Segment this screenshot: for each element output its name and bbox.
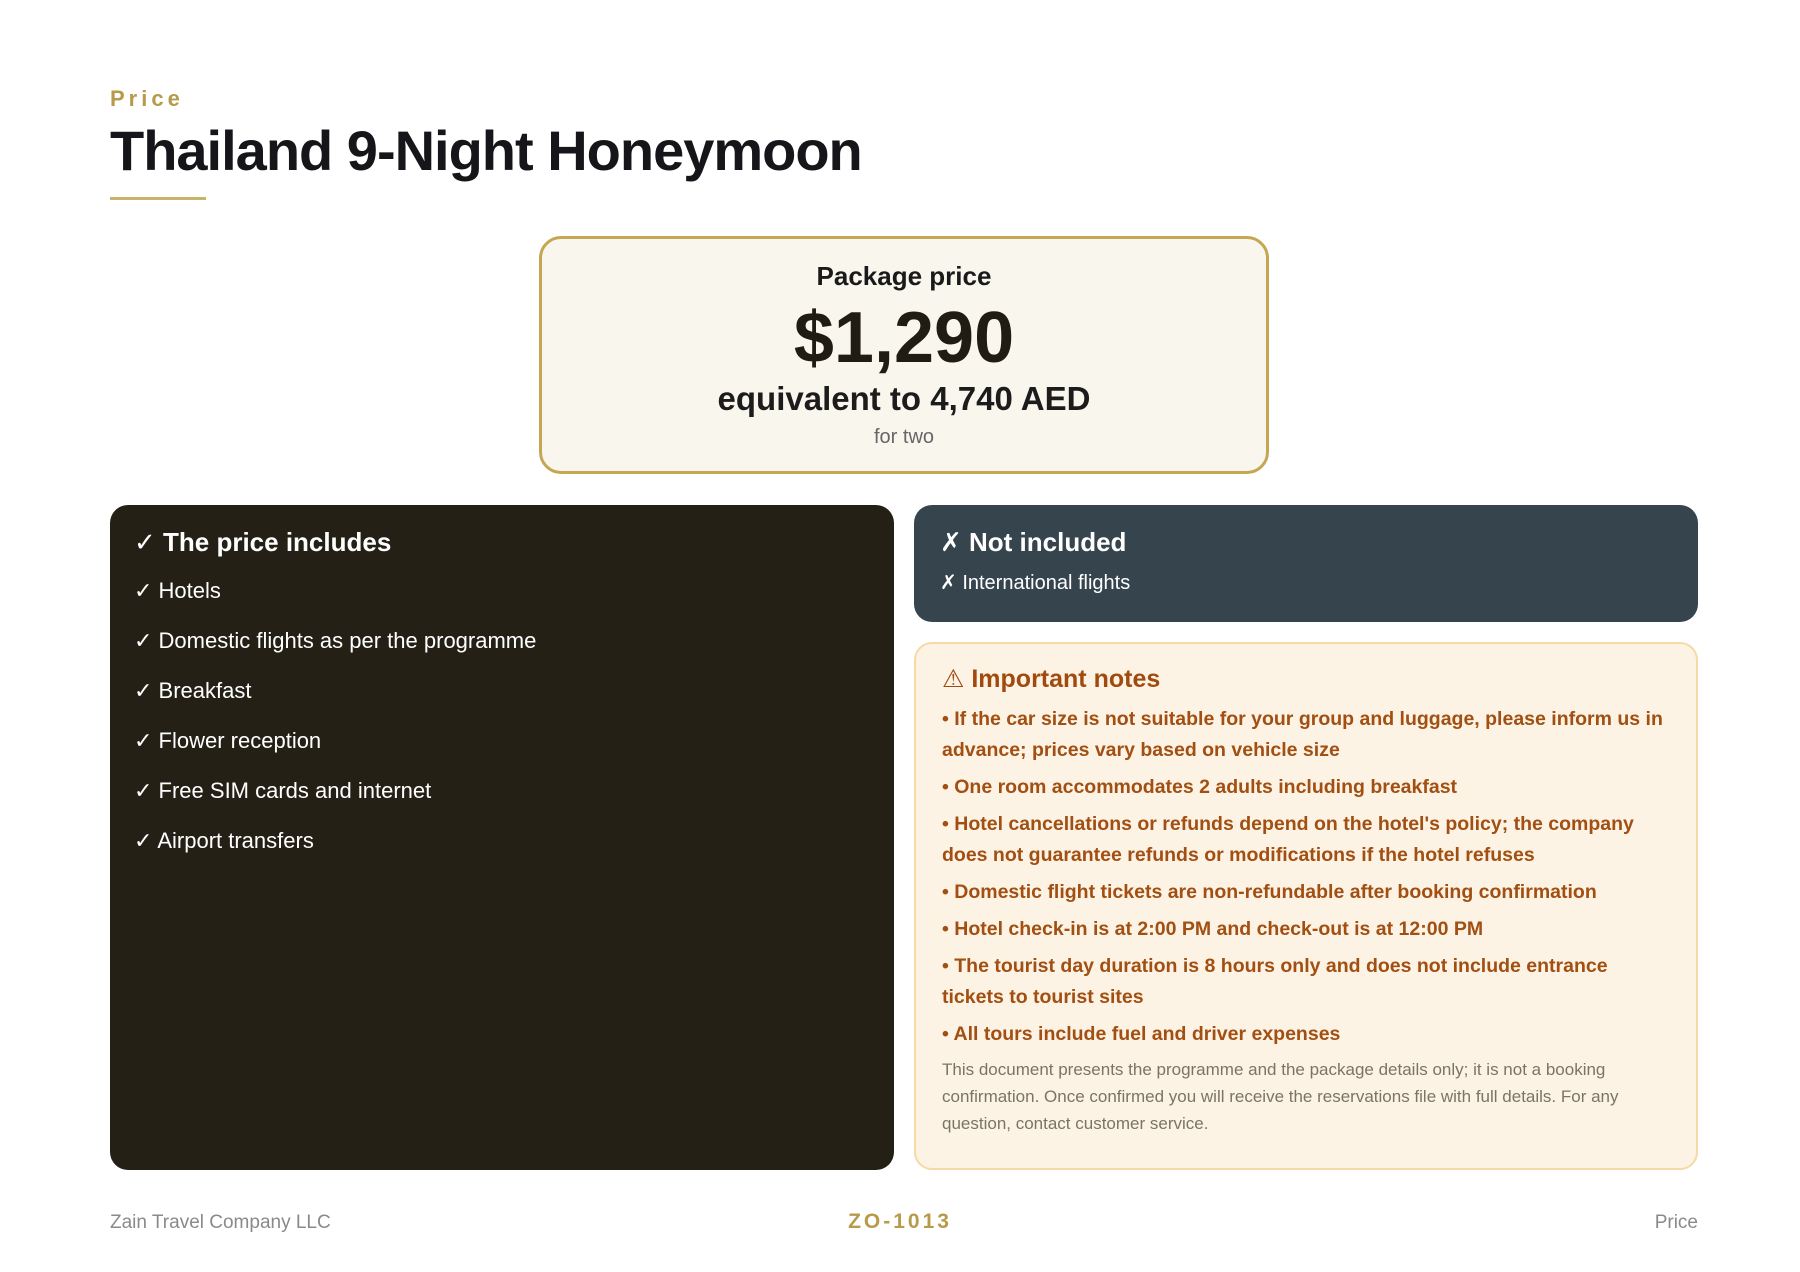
footer-reference-code: ZO-1013 bbox=[848, 1210, 952, 1233]
package-price-card bbox=[539, 236, 1269, 474]
notes-list bbox=[942, 704, 1670, 1050]
page-title: Thailand 9-Night Honeymoon bbox=[110, 119, 862, 182]
includes-item: ✓ Flower reception bbox=[134, 728, 322, 753]
note-item: • The tourist day duration is 8 hours only and does not include entrance tickets to tourist sites bbox=[942, 955, 1608, 1008]
includes-heading: ✓ The price includes bbox=[134, 527, 392, 557]
includes-item: ✓ Domestic flights as per the programme bbox=[134, 628, 537, 653]
important-notes-card bbox=[914, 642, 1698, 1170]
includes-item: ✓ Hotels bbox=[134, 578, 221, 603]
price-note: for two bbox=[873, 426, 935, 448]
price-amount: $1,290 bbox=[793, 298, 1015, 378]
price-equivalent: equivalent to 4,740 AED bbox=[717, 380, 1091, 417]
price-includes-card bbox=[110, 505, 894, 1170]
includes-item: ✓ Breakfast bbox=[134, 678, 252, 703]
includes-item: ✓ Free SIM cards and internet bbox=[134, 778, 432, 803]
footer-section: Price bbox=[1654, 1212, 1698, 1233]
price-label: Package price bbox=[816, 261, 992, 291]
note-item: • All tours include fuel and driver expenses bbox=[942, 1023, 1341, 1045]
note-item: • Hotel check-in is at 2:00 PM and check-out is at 12:00 PM bbox=[942, 918, 1484, 940]
section-eyebrow: Price bbox=[110, 86, 184, 111]
disclaimer-text: This document presents the programme and the package details only; it is not a booking confirmation. Once confirmed you will receive the reservations file with full details. For any question, contact customer service. bbox=[942, 1060, 1619, 1133]
footer-company: Zain Travel Company LLC bbox=[110, 1212, 331, 1233]
includes-list bbox=[134, 576, 870, 876]
note-item: • Hotel cancellations or refunds depend on the hotel's policy; the company does not guarantee refunds or modifications if the hotel refuses bbox=[942, 813, 1634, 866]
title-underline bbox=[110, 197, 206, 200]
not-included-item: ✗ International flights bbox=[940, 572, 1131, 594]
note-item: • If the car size is not suitable for your group and luggage, please inform us in advance; prices vary based on vehicle size bbox=[942, 708, 1663, 761]
notes-heading: ⚠ Important notes bbox=[942, 665, 1161, 693]
includes-item: ✓ Airport transfers bbox=[134, 828, 314, 853]
not-included-heading: ✗ Not included bbox=[940, 527, 1127, 557]
note-item: • Domestic flight tickets are non-refundable after booking confirmation bbox=[942, 881, 1597, 903]
not-included-card bbox=[914, 505, 1698, 622]
note-item: • One room accommodates 2 adults including breakfast bbox=[942, 776, 1458, 798]
